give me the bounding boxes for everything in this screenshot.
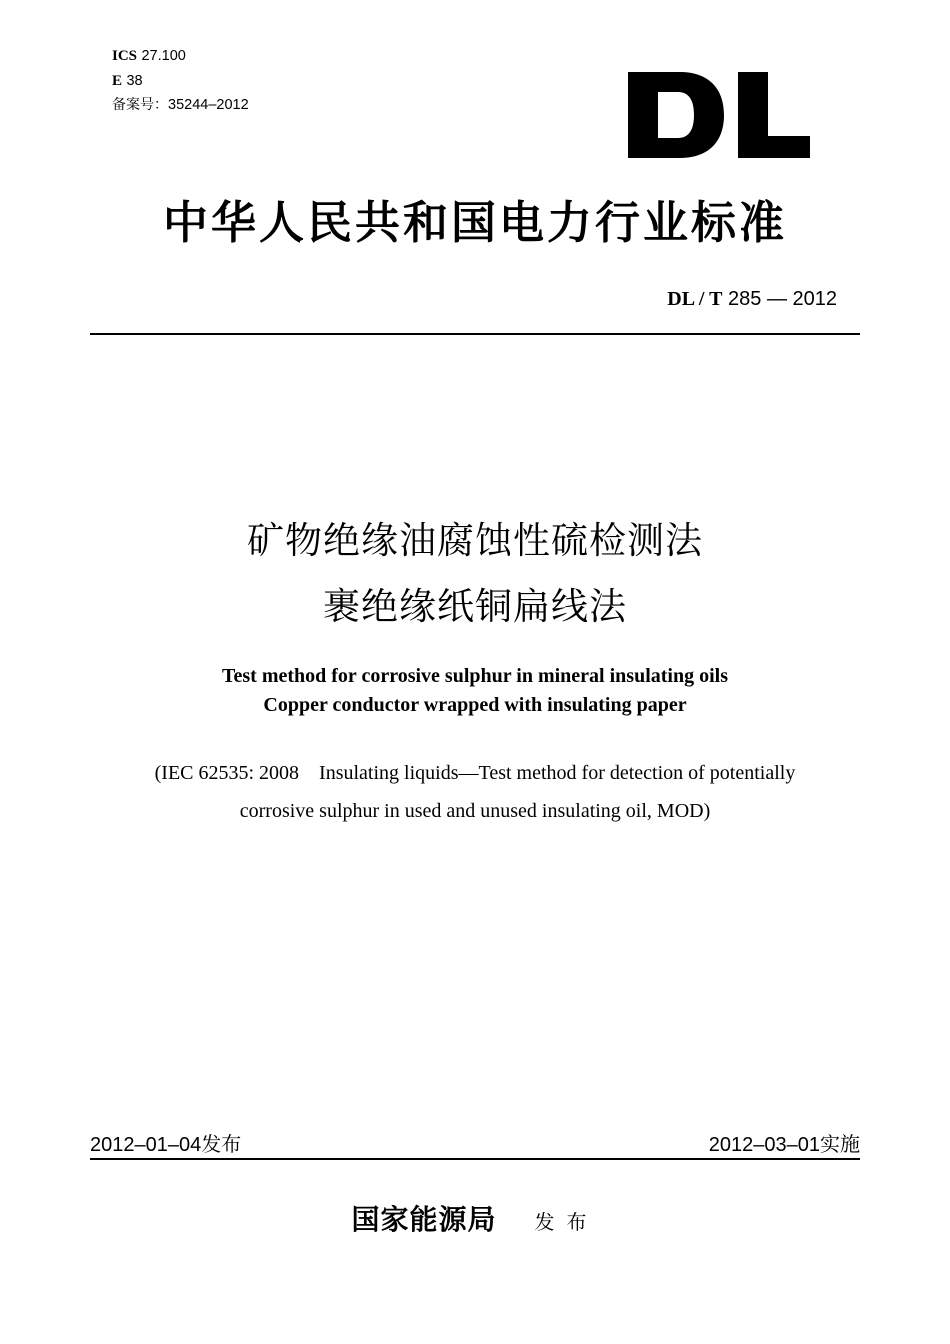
standard-code-prefix: DL / T [667, 288, 723, 310]
publisher-org: 国家能源局 [351, 1203, 497, 1236]
equivalence-line1: (IEC 62535: 2008 Insulating liquids—Test method for detection of potentially [154, 762, 796, 784]
record-label: 备案号： [112, 97, 168, 113]
effective-date-value: 2012–03–01 [708, 1134, 820, 1156]
record-value: 35244–2012 [168, 97, 249, 113]
publisher [0, 1198, 950, 1238]
classification-block [112, 44, 249, 118]
effective-date [709, 1128, 860, 1157]
standard-code-number: 285 — 2012 [722, 288, 837, 310]
title-cn-line1: 矿物绝缘油腐蚀性硫检测法 [247, 519, 703, 562]
issue-date-value: 2012–01–04 [90, 1134, 202, 1156]
publisher-action: 发布 [534, 1210, 599, 1234]
equivalence-line2: corrosive sulphur in used and unused insulating oil, MOD) [239, 800, 711, 822]
issue-date-label: 发布 [201, 1132, 242, 1156]
ics-row [112, 44, 249, 69]
standard-code [667, 286, 837, 311]
title-en-line2: Copper conductor wrapped with insulating paper [263, 694, 687, 716]
title-en-line1: Test method for corrosive sulphur in mineral insulating oils [222, 665, 728, 687]
title-cn-line2: 裹绝缘纸铜扁线法 [323, 585, 627, 628]
standard-name: 中华人民共和国电力行业标准 [162, 196, 787, 249]
class-row [112, 69, 249, 94]
bottom-divider [90, 1158, 860, 1160]
issue-date [90, 1128, 241, 1157]
top-divider [90, 333, 860, 335]
effective-date-label: 实施 [820, 1132, 860, 1156]
record-row [112, 93, 249, 118]
class-label: E [112, 72, 123, 89]
ics-value: 27.100 [141, 48, 186, 64]
dl-logo [628, 72, 810, 158]
class-value: 38 [126, 72, 143, 89]
ics-label: ICS [112, 48, 138, 64]
